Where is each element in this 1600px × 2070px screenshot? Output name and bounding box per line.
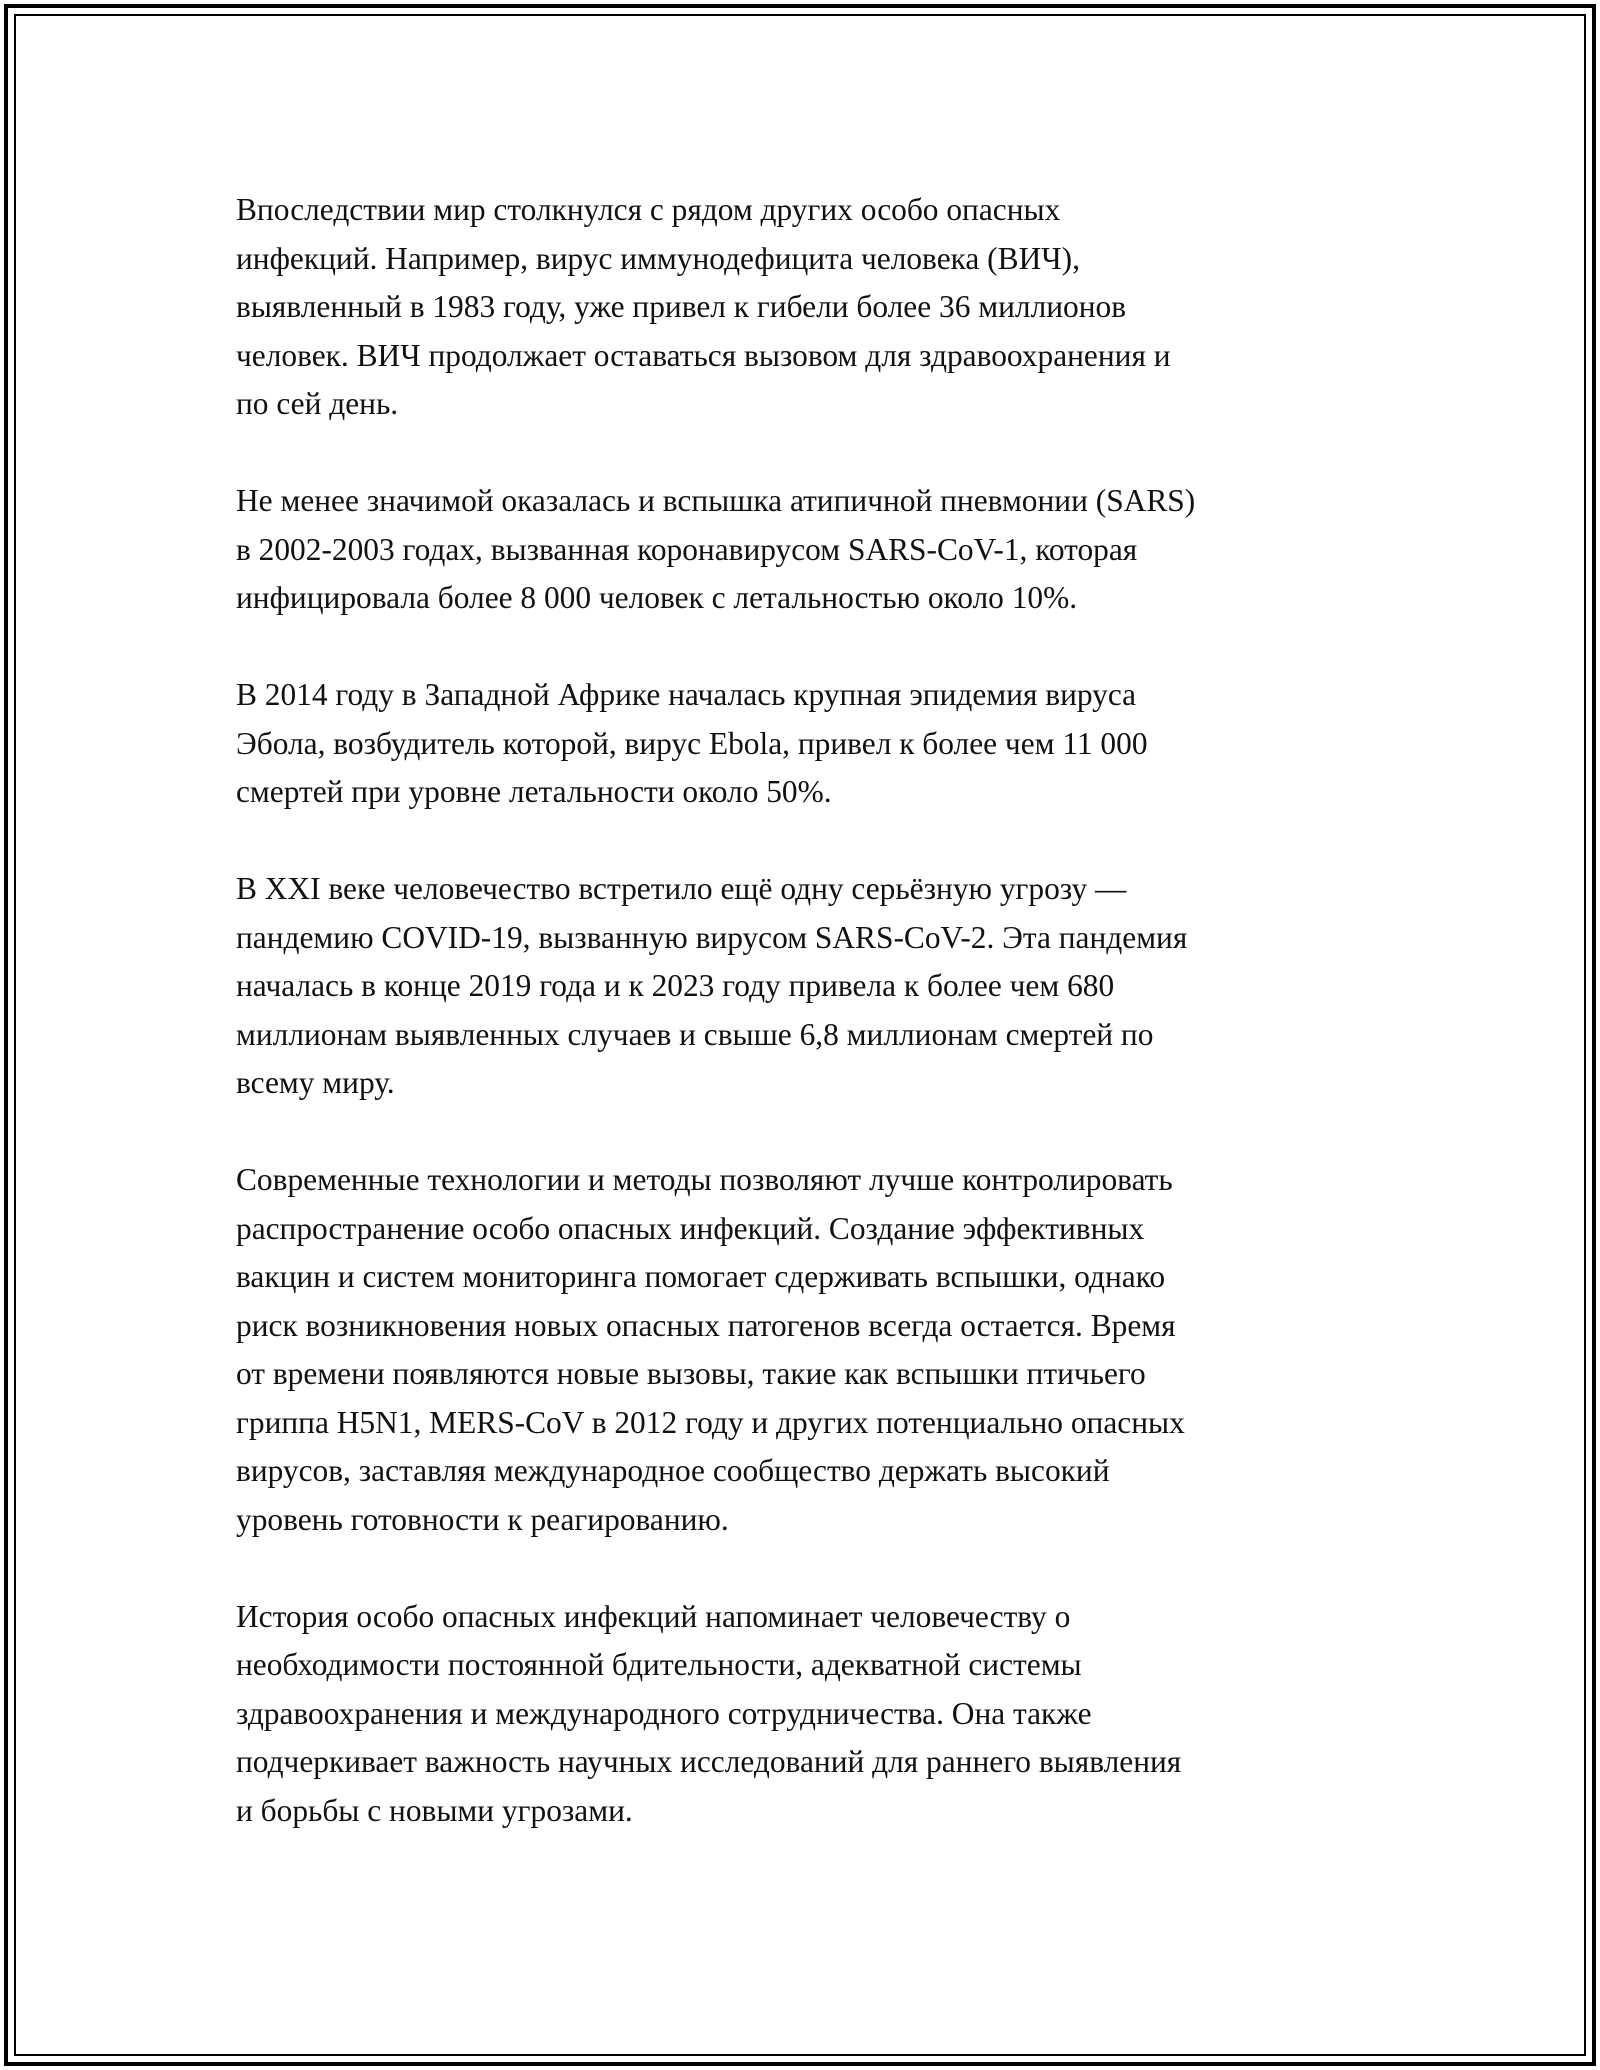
paragraph-modern-technologies: Современные технологии и методы позволяют лучше контролировать распространение особо опасных инфекций. Создание эффективных вакцин и систем мониторинга помогает сдерживать вспышки, однако риск возникновения новых опасных патогенов всегда остается. Время от времени появляются новые вызовы, такие как вспышки птичьего гриппа H5N1, MERS-CoV в 2012 году и других потенциально опасных вирусов, заставляя международное сообщество держать высокий уровень готовности к реагированию. [236,1162,1185,1537]
paragraph-hiv: Впоследствии мир столкнулся с рядом других особо опасных инфекций. Например, вирус иммунодефицита человека (ВИЧ), выявленный в 1983 году, уже привел к гибели более 36 миллионов человек. ВИЧ продолжает оставаться вызовом для здравоохранения и по сей день. [236,192,1171,421]
paragraph-ebola: В 2014 году в Западной Африке началась крупная эпидемия вируса Эбола, возбудитель которой, вирус Ebola, привел к более чем 11 000 смертей при уровне летальности около 50%. [236,677,1148,809]
paragraph-sars: Не менее значимой оказалась и вспышка атипичной пневмонии (SARS) в 2002-2003 годах, вызванная коронавирусом SARS-CoV-1, которая инфицировала более 8 000 человек с летальностью около 10%. [236,483,1196,615]
paragraph-covid: В XXI веке человечество встретило ещё одну серьёзную угрозу — пандемию COVID-19, вызванную вирусом SARS-CoV-2. Эта пандемия началась в конце 2019 года и к 2023 году привела к более чем 680 миллионам выявленных случаев и свыше 6,8 миллионам смертей по всему миру. [236,871,1188,1100]
document-body [236,186,1386,1884]
paragraph-conclusion: История особо опасных инфекций напоминает человечеству о необходимости постоянной бдительности, адекватной системы здравоохранения и международного сотрудничества. Она также подчеркивает важность научных исследований для раннего выявления и борьбы с новыми угрозами. [236,1598,1182,1828]
